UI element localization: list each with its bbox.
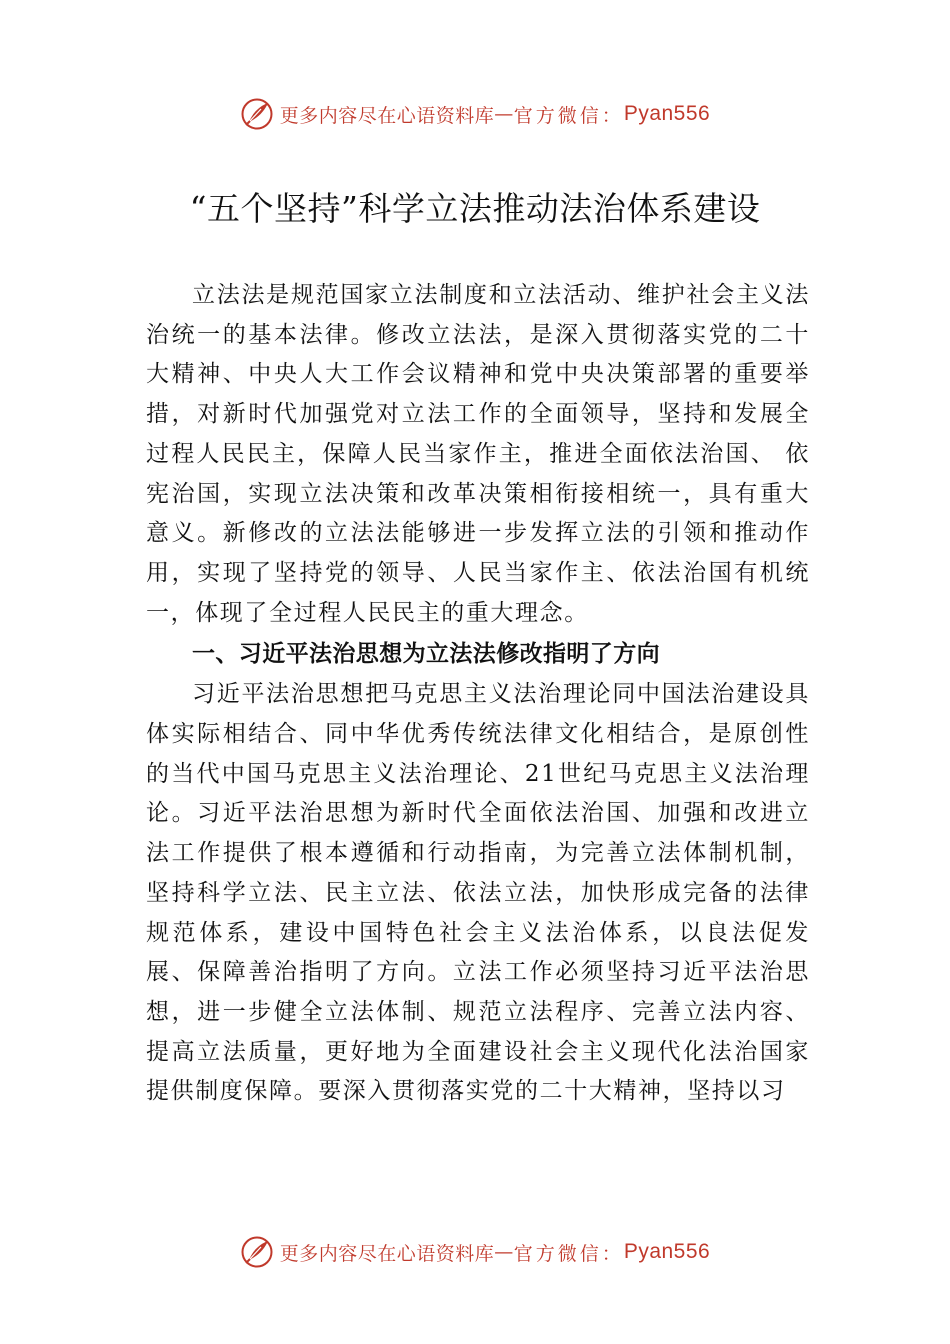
- feather-pen-logo-icon: [240, 1235, 274, 1269]
- document-body: [146, 276, 810, 1112]
- wechat-id: Pyan556: [623, 102, 711, 125]
- wechat-id: Pyan556: [623, 1240, 711, 1263]
- wechat-label: 官方微信：: [513, 104, 624, 127]
- library-name: 更多内容尽在心语资料库: [279, 1242, 495, 1265]
- wechat-label: 官方微信：: [513, 1242, 624, 1265]
- document-title: “五个坚持”科学立法推动法治体系建设: [189, 189, 761, 228]
- paragraph-section-1: 习近平法治思想把马克思主义法治理论同中国法治建设具体实际相结合、同中华优秀传统法律文化相结合，是原创性的当代中国马克思主义法治理论、21世纪马克思主义法治理论。习近平法治思想为新时代全面依法治国、加强和改进立法工作提供了根本遵循和行动指南，为完善立法体制机制，坚持科学立法、民主立法、依法立法，加快形成完备的法律规范体系，建设中国特色社会主义法治体系，以良法促发展、保障善治指明了方向。立法工作必须坚持习近平法治思想，进一步健全立法体制、规范立法程序、完善立法内容、提高立法质量，更好地为全面建设社会主义现代化法治国家提供制度保障。要深入贯彻落实党的二十大精神，坚持以习: [146, 681, 810, 1105]
- header-watermark-banner: [0, 94, 950, 134]
- section-heading-1: 一、习近平法治思想为立法法修改指明了方向: [192, 641, 660, 668]
- banner-dash: —: [494, 1241, 514, 1263]
- library-name: 更多内容尽在心语资料库: [279, 104, 495, 127]
- footer-watermark-banner: [0, 1232, 950, 1272]
- feather-pen-logo-icon: [240, 97, 274, 131]
- paragraph-intro: 立法法是规范国家立法制度和立法活动、维护社会主义法治统一的基本法律。修改立法法，是深入贯彻落实党的二十大精神、中央人大工作会议精神和党中央决策部署的重要举措，对新时代加强党对立法工作的全面领导，坚持和发展全过程人民民主，保障人民当家作主，推进全面依法治国、 依宪治国，实现立法决策和改革决策相衔接相统一，具有重大意义。新修改的立法法能够进一步发挥立法的引领和推动作用，实现了坚持党的领导、人民当家作主、依法治国有机统一，体现了全过程人民民主的重大理念。: [146, 282, 810, 626]
- banner-dash: —: [494, 103, 514, 125]
